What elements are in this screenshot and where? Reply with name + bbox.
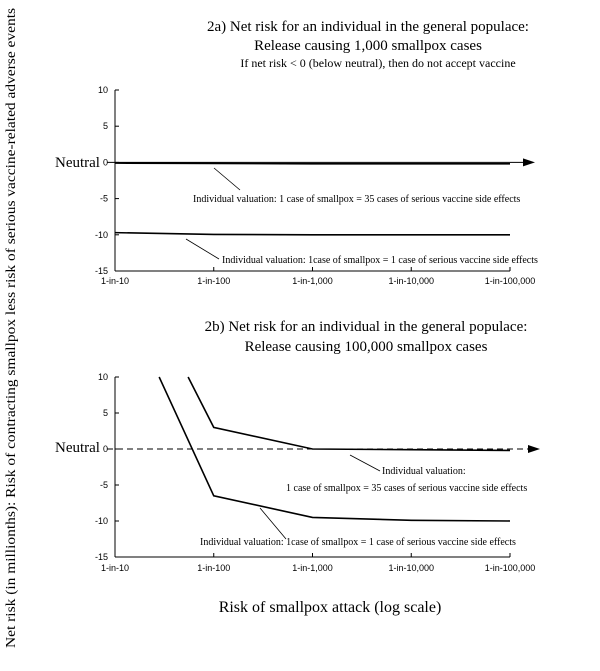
chart-2a-x-tick-label: 1-in-1,000 [292, 276, 333, 286]
chart-2b-annotation-35-pointer [350, 455, 380, 471]
chart-2a-title: 2a) Net risk for an individual in the general populace: [207, 19, 529, 35]
chart-2b-x-tick-label: 1-in-100 [197, 563, 231, 573]
chart-2a-neutral-label: Neutral [55, 155, 100, 171]
chart-2a-series-line-1 [115, 163, 510, 164]
chart-panel-2a [55, 19, 538, 286]
chart-2b-neutral-label: Neutral [55, 440, 100, 456]
chart-2b-annotation-1: Individual valuation: 1case of smallpox = 1 case of serious vaccine side effects [200, 537, 516, 548]
chart-2b-y-tick-label: 0 [102, 444, 108, 454]
chart-2b-y-tick-label: -10 [94, 516, 108, 526]
chart-2b-title: 2b) Net risk for an individual in the general populace: [204, 319, 528, 335]
chart-2a-x-tick-label: 1-in-100 [197, 276, 231, 286]
chart-2a-x-tick-label: 1-in-10 [100, 276, 130, 286]
chart-2b-y-tick-label: 10 [97, 372, 108, 382]
chart-2a-y-tick-label: -5 [99, 193, 108, 204]
x-axis-label: Risk of smallpox attack (log scale) [218, 599, 442, 616]
chart-2a-annotation-35: Individual valuation: 1 case of smallpox = 35 cases of serious vaccine side effects [193, 194, 521, 205]
chart-2a-subtitle: Release causing 1,000 smallpox cases [254, 38, 482, 54]
chart-2a-x-tick-label: 1-in-100,000 [484, 276, 536, 286]
chart-2b-annotation-35-line1: Individual valuation: [382, 466, 466, 477]
chart-2a-y-tick-label: -10 [94, 229, 108, 240]
chart-2a-note: If net risk < 0 (below neutral), then do not accept vaccine [240, 56, 516, 70]
chart-2a-y-tick-label: 10 [97, 85, 108, 95]
chart-2b-x-tick-label: 1-in-10 [100, 563, 130, 573]
chart-2a-series-line-2 [115, 233, 510, 235]
chart-2b-y-tick-label: -15 [94, 552, 108, 562]
chart-2b-annotation-35-line2: 1 case of smallpox = 35 cases of serious vaccine side effects [286, 483, 528, 494]
chart-2a-neutral-arrowhead [523, 158, 535, 166]
chart-2a-x-tick-label: 1-in-10,000 [388, 276, 435, 286]
chart-2a-y-tick-label: 0 [102, 157, 108, 168]
chart-2b-annotation-1-pointer [260, 508, 286, 539]
chart-2a-y-tick-label: -15 [94, 266, 108, 276]
chart-2b-x-tick-label: 1-in-100,000 [484, 563, 536, 573]
y-axis-label: Net risk (in millionths): Risk of contracting smallpox less risk of serious vaccine-related adverse events [4, 67, 19, 648]
chart-2b-series-line-1 [188, 377, 510, 450]
chart-2b-x-tick-label: 1-in-1,000 [292, 563, 333, 573]
chart-2a-y-tick-label: 5 [102, 121, 108, 132]
chart-2b-y-tick-label: -5 [99, 480, 108, 490]
chart-2b-x-tick-label: 1-in-10,000 [388, 563, 435, 573]
chart-2a-annotation-1: Individual valuation: 1case of smallpox = 1 case of serious vaccine side effects [222, 255, 538, 266]
chart-2b-y-tick-label: 5 [102, 408, 108, 418]
chart-2b-neutral-arrowhead [528, 445, 540, 453]
chart-2a-annotation-1-pointer [186, 239, 219, 259]
chart-2b-subtitle: Release causing 100,000 smallpox cases [244, 339, 488, 355]
chart-panel-2b [55, 319, 540, 573]
chart-2a-annotation-35-pointer [214, 168, 240, 190]
